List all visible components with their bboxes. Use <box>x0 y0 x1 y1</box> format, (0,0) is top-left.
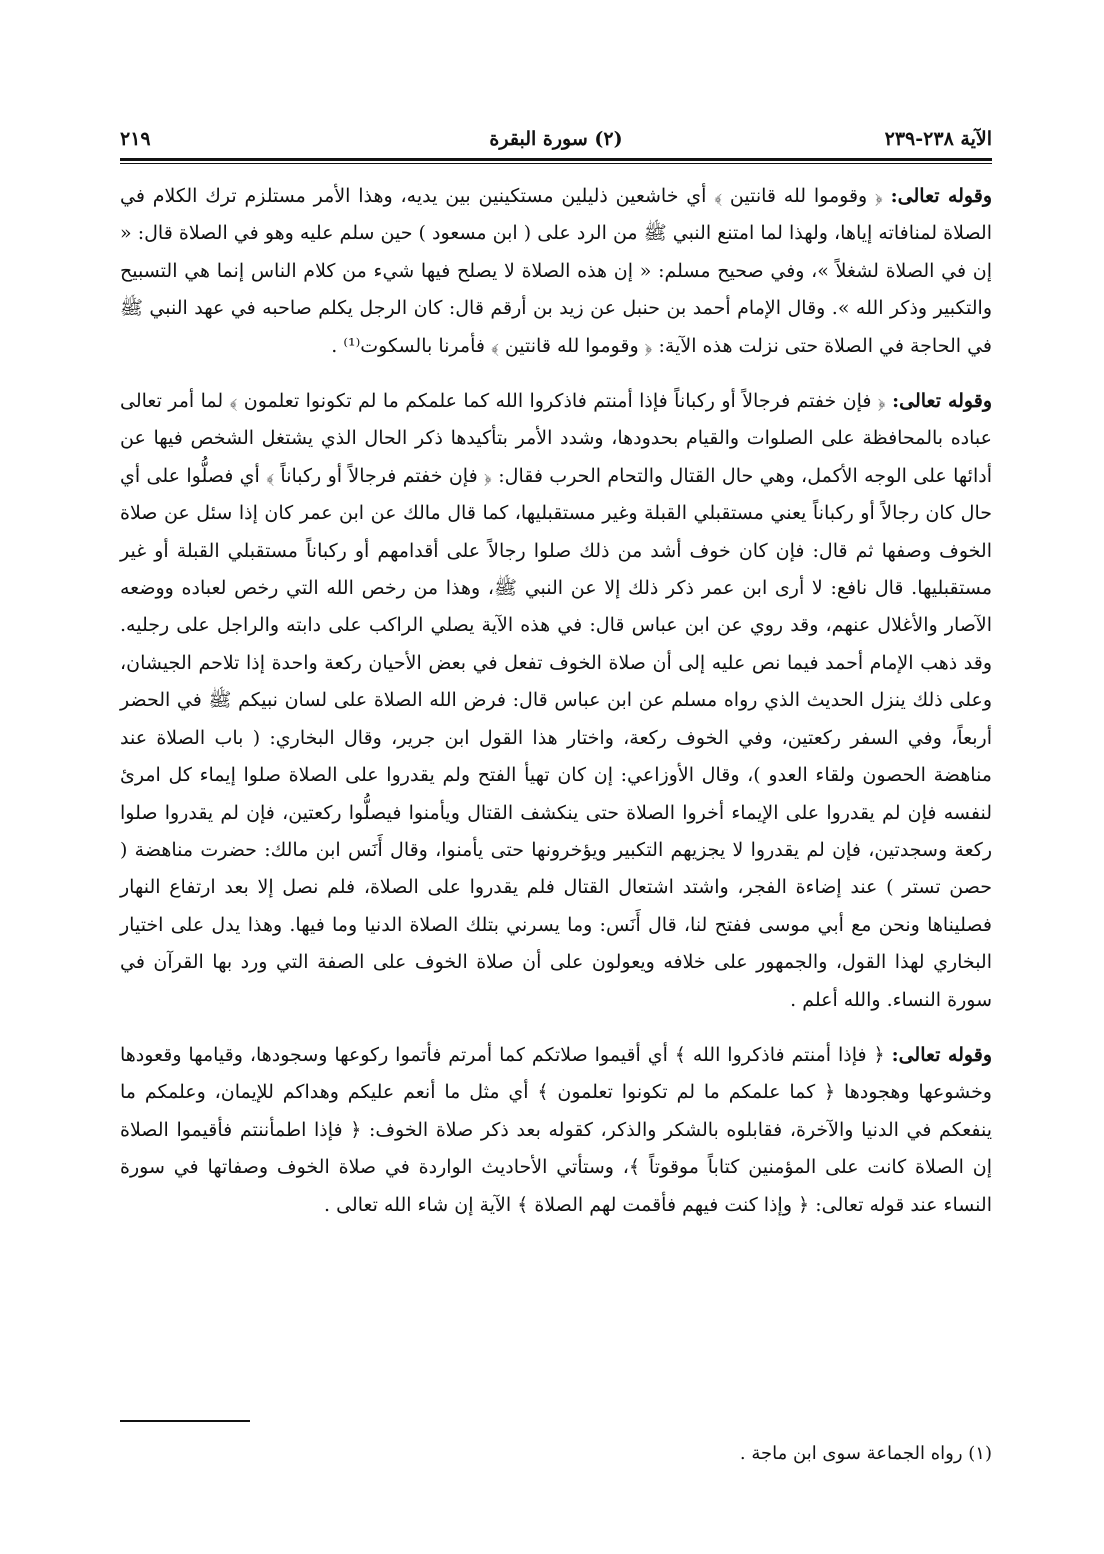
paragraph-lead: وقوله تعالى: <box>892 390 992 413</box>
header-page-number: ٢١٩ <box>120 128 151 150</box>
footnote: (١) رواه الجماعة سوى ابن ماجة . <box>739 1443 992 1464</box>
commentary-paragraph <box>120 178 992 365</box>
commentary-paragraph <box>120 1037 992 1224</box>
commentary-paragraph <box>120 383 992 1019</box>
header-ayah-range: الآية ٢٣٨-٢٣٩ <box>884 128 992 150</box>
running-header <box>120 118 992 158</box>
paragraph-lead: وقوله تعالى: <box>890 185 992 207</box>
paragraph-lead: وقوله تعالى: <box>891 1043 992 1066</box>
header-surah-title: (٢) سورة البقرة <box>489 128 623 150</box>
paragraph-text: ﴿ فإن خفتم فرجالاً أو ركباناً فإذا أمنتم فاذكروا الله كما علمكم ما لم تكونوا تعلمون ﴾ لما أمر تعالى عباده بالمحافظة على الصلوات والقيام بحدودها، وشدد الأمر بتأكيدها ذكر الحال الذي يشتغل الشخص فيها عن أدائها على الوجه الأكمل، وهي حال القتال والتحام الحرب فقال: ﴿ فإن خفتم فرجالاً أو ركباناً ﴾ أي فصلُّوا على أي حال كان رجالاً أو ركباناً يعني مستقبلي القبلة وغير مستقبليها، كما قال مالك عن ابن عمر كان إذا سئل عن صلاة الخوف وصفها ثم قال: فإن كان خوف أشد من ذلك صلوا رجالاً على أقدامهم أو ركباناً مستقبلي القبلة أو غير مستقبليها. قال نافع: لا أرى ابن عمر ذكر ذلك إلا عن النبي ﷺ، وهذا من رخص الله التي رخص لعباده ووضعه الآصار والأغلال عنهم، وقد روي عن ابن عباس قال: في هذه الآية يصلي الراكب على دابته والراجل على رجليه. وقد ذهب الإمام أحمد فيما نص عليه إلى أن صلاة الخوف تفعل في بعض الأحيان ركعة واحدة إذا تلاحم الجيشان، وعلى ذلك ينزل الحديث الذي رواه مسلم عن ابن عباس قال: فرض الله الصلاة على لسان نبيكم ﷺ في الحضر أربعاً، وفي السفر ركعتين، وفي الخوف ركعة، واختار هذا القول ابن جرير، وقال البخاري: ( باب الصلاة عند مناهضة الحصون ولقاء العدو )، وقال الأوزاعي: إن كان تهيأ الفتح ولم يقدروا على الصلاة صلوا إيماء كل امرئ لنفسه فإن لم يقدروا على الإيماء أخروا الصلاة حتى ينكشف القتال ويأمنوا فيصلُّوا ركعتين، فإن لم يقدروا صلوا ركعة وسجدتين، فإن لم يقدروا لا يجزيهم التكبير ويؤخرونها حتى يأمنوا، وقال أَنَس ابن مالك: حضرت مناهضة ( حصن تستر ) عند إضاءة الفجر، واشتد اشتعال القتال فلم يقدروا على الصلاة، فلم نصل إلا بعد ارتفاع النهار فصليناها ونحن مع أبي موسى ففتح لنا، قال أَنَس: وما يسرني بتلك الصلاة الدنيا وما فيها. وهذا يدل على اختيار البخاري لهذا القول، والجمهور على خلافه ويعولون على أن صلاة الخوف على الصفة التي ورد بها القرآن في سورة النساء. والله أعلم . <box>120 390 992 1011</box>
footnote-divider <box>120 1420 250 1422</box>
header-divider <box>120 158 992 164</box>
paragraph-text: ﴿ وقوموا لله قانتين ﴾ أي خاشعين ذليلين مستكينين بين يديه، وهذا الأمر مستلزم ترك الكلام في الصلاة لمنافاته إياها، ولهذا لما امتنع النبي ﷺ من الرد على ( ابن مسعود ) حين سلم عليه وهو في الصلاة قال: « إن في الصلاة لشغلاً »، وفي صحيح مسلم: « إن هذه الصلاة لا يصلح فيها شيء من كلام الناس إنما هي التسبيح والتكبير وذكر الله ». وقال الإمام أحمد بن حنبل عن زيد بن أرقم قال: كان الرجل يكلم صاحبه في عهد النبي ﷺ في الحاجة في الصلاة حتى نزلت هذه الآية: ﴿ وقوموا لله قانتين ﴾ فأمرنا بالسكوت⁽¹⁾ . <box>120 185 992 357</box>
page-body <box>120 118 992 1224</box>
paragraph-text: ﴿ فإذا أمنتم فاذكروا الله ﴾ أي أقيموا صلاتكم كما أمرتم فأتموا ركوعها وسجودها، وقيامها وقعودها وخشوعها وهجودها ﴿ كما علمكم ما لم تكونوا تعلمون ﴾ أي مثل ما أنعم عليكم وهداكم للإيمان، وعلمكم ما ينفعكم في الدنيا والآخرة، فقابلوه بالشكر والذكر، كقوله بعد ذكر صلاة الخوف: ﴿ فإذا اطمأننتم فأقيموا الصلاة إن الصلاة كانت على المؤمنين كتاباً موقوتاً ﴾، وستأتي الأحاديث الواردة في صلاة الخوف وصفاتها في سورة النساء عند قوله تعالى: ﴿ وإذا كنت فيهم فأقمت لهم الصلاة ﴾ الآية إن شاء الله تعالى . <box>120 1043 992 1216</box>
